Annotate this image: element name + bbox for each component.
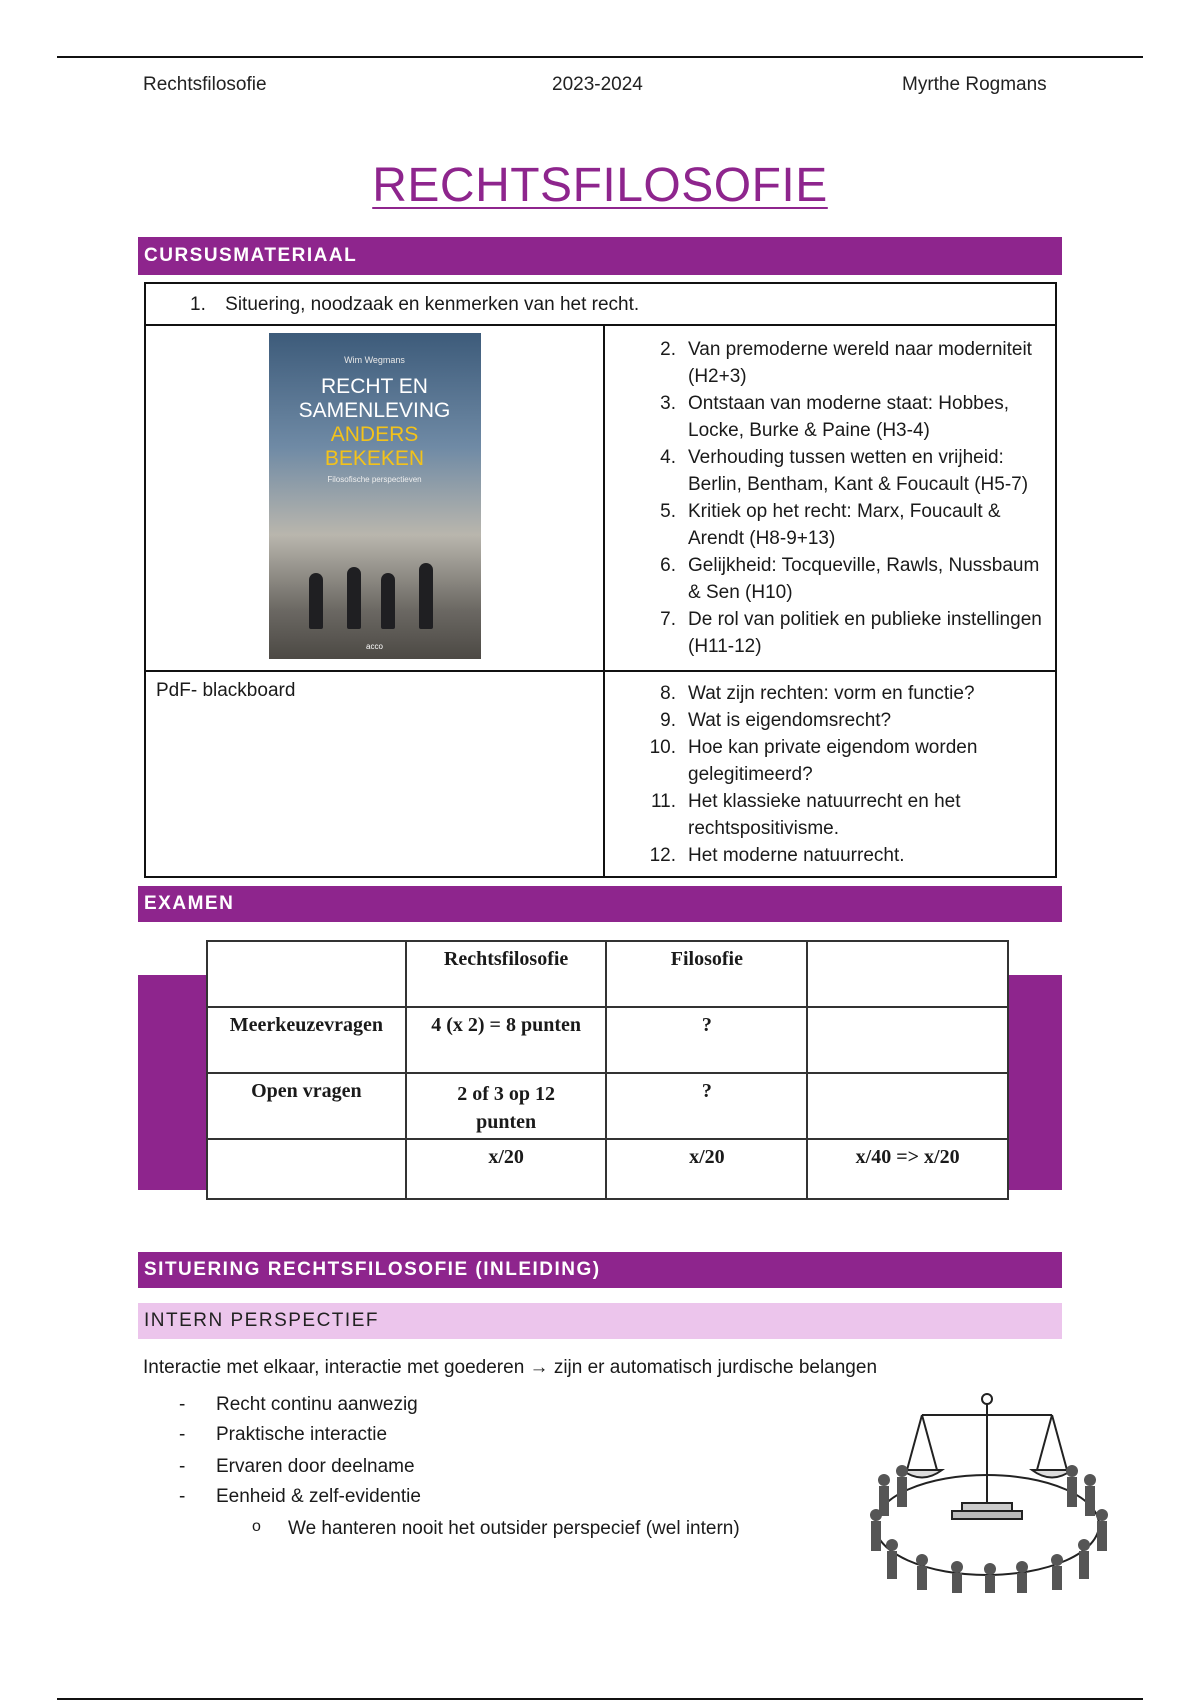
exam-cell: 4 (x 2) = 8 punten: [406, 1007, 607, 1073]
course-material-table: [144, 282, 1057, 878]
chapter-item: [606, 552, 1054, 606]
bullet-marker: -: [179, 1456, 186, 1477]
chapter-number: 2.: [660, 339, 676, 360]
scale-string: [922, 1415, 937, 1470]
chapter-list-book: [606, 336, 1054, 660]
book-title-line-2: SAMENLEVING: [298, 399, 451, 422]
item-1-number: 1.: [190, 294, 206, 315]
chapter-text: Gelijkheid: Tocqueville, Rawls, Nussbaum & Sen (H10): [688, 555, 1040, 603]
chapter-text: Van premoderne wereld naar moderniteit (H2+3): [688, 339, 1032, 387]
chapter-item: [606, 734, 1054, 788]
bullet-item: Recht continu aanwezig: [216, 1394, 418, 1415]
scale-pan-left: [902, 1470, 942, 1478]
exam-header-cell: [207, 941, 406, 1007]
people-group: [870, 1465, 1108, 1593]
bullet-marker: -: [179, 1394, 186, 1415]
exam-header-row: [207, 941, 1008, 1007]
bullet-item: Eenheid & zelf-evidentie: [216, 1486, 421, 1507]
chapter-number: 4.: [660, 447, 676, 468]
intro-line: Interactie met elkaar, interactie met goederen → zijn er automatisch jurdische belangen: [143, 1357, 878, 1378]
chapter-number: 5.: [660, 501, 676, 522]
book-author: Wim Wegmans: [344, 355, 405, 365]
scale-base: [952, 1511, 1022, 1519]
chapter-text: Het moderne natuurrecht.: [688, 845, 905, 866]
scale-string: [907, 1415, 922, 1470]
exam-row: [207, 1139, 1008, 1199]
header-year: 2023-2024: [552, 74, 643, 95]
chapter-item: [606, 336, 1054, 390]
exam-cell: [807, 1073, 1008, 1139]
book-figure: [381, 573, 395, 629]
bullet-marker: -: [179, 1424, 186, 1445]
exam-cell: x/20: [606, 1139, 807, 1199]
bullet-item: Praktische interactie: [216, 1424, 388, 1445]
chapter-item: [606, 498, 1054, 552]
chapter-number: 12.: [649, 845, 676, 866]
chapter-item: [606, 606, 1054, 660]
item-1-text: Situering, noodzaak en kenmerken van het recht.: [225, 294, 640, 315]
exam-row: [207, 1007, 1008, 1073]
chapter-text: Wat is eigendomsrecht?: [688, 710, 892, 731]
chapter-text: Hoe kan private eigendom worden gelegitimeerd?: [688, 737, 978, 785]
section-situering: SITUERING RECHTSFILOSOFIE (INLEIDING): [138, 1252, 1062, 1288]
exam-cell: x/40 => x/20: [807, 1139, 1008, 1199]
chapter-list-pdf: [606, 680, 1054, 869]
justice-scale-illustration: [862, 1385, 1122, 1595]
chapter-text: Het klassieke natuurrecht en het rechtspositivisme.: [688, 791, 961, 839]
sub-bullet-marker: o: [252, 1518, 261, 1535]
chapter-text: Ontstaan van moderne staat: Hobbes, Locke, Burke & Paine (H3-4): [688, 393, 1010, 441]
pdf-blackboard-label: PdF- blackboard: [156, 680, 296, 701]
chapter-item: [606, 444, 1054, 498]
chapter-number: 9.: [660, 710, 676, 731]
bullet-marker: -: [179, 1486, 186, 1507]
exam-cell: [807, 1007, 1008, 1073]
book-subtitle: Filosofische perspectieven: [327, 475, 422, 484]
course-row-1: [145, 283, 1056, 325]
chapter-number: 7.: [660, 609, 676, 630]
exam-cell: [207, 1139, 406, 1199]
chapter-number: 11.: [650, 791, 676, 812]
book-publisher: acco: [366, 642, 383, 651]
chapter-number: 3.: [660, 393, 676, 414]
chapter-number: 10.: [649, 737, 676, 758]
book-cover-image: [269, 333, 481, 659]
book-title-line-1: RECHT EN: [321, 375, 428, 398]
scale-string: [1037, 1415, 1052, 1470]
chapter-item: [606, 842, 1054, 869]
exam-cell: 2 of 3 op 12 punten: [406, 1073, 607, 1139]
exam-cell: ?: [606, 1007, 807, 1073]
book-title-line-3: ANDERS: [330, 423, 419, 446]
exam-row: [207, 1073, 1008, 1139]
scale-top: [982, 1394, 992, 1404]
exam-table: [206, 940, 1009, 1200]
book-figure: [309, 573, 323, 629]
exam-cell: ?: [606, 1073, 807, 1139]
sub-bullet-item: We hanteren nooit het outsider perspecief (wel intern): [288, 1518, 740, 1539]
chapter-item: [606, 390, 1054, 444]
exam-cell: Meerkeuzevragen: [207, 1007, 406, 1073]
chapter-text: De rol van politiek en publieke instellingen (H11-12): [688, 609, 1042, 657]
header-course: Rechtsfilosofie: [143, 74, 267, 95]
bullet-item: Ervaren door deelname: [216, 1456, 415, 1477]
chapter-item: [606, 788, 1054, 842]
chapter-item: [606, 680, 1054, 707]
section-intern-perspectief: INTERN PERSPECTIEF: [138, 1303, 1062, 1339]
chapter-text: Wat zijn rechten: vorm en functie?: [688, 683, 975, 704]
course-row-3: [145, 671, 1056, 877]
scale-base: [962, 1503, 1012, 1511]
top-rule: [57, 56, 1143, 58]
scale-pan-right: [1032, 1470, 1072, 1478]
chapter-text: Verhouding tussen wetten en vrijheid: Berlin, Bentham, Kant & Foucault (H5-7): [688, 447, 1029, 495]
exam-cell: x/20: [406, 1139, 607, 1199]
scale-string: [1052, 1415, 1067, 1470]
exam-cell: Open vragen: [207, 1073, 406, 1139]
book-title-line-4: BEKEKEN: [324, 447, 425, 470]
chapter-number: 6.: [660, 555, 676, 576]
section-exam: EXAMEN: [138, 886, 1062, 922]
chapter-text: Kritiek op het recht: Marx, Foucault & Arendt (H8-9+13): [688, 501, 1001, 549]
book-figure: [419, 563, 433, 629]
section-course-material: CURSUSMATERIAAL: [138, 237, 1062, 275]
exam-header-cell: [807, 941, 1008, 1007]
header-author: Myrthe Rogmans: [902, 74, 1047, 95]
exam-header-cell: Filosofie: [606, 941, 807, 1007]
chapter-item: [606, 707, 1054, 734]
page-title: RECHTSFILOSOFIE: [372, 159, 828, 212]
chapter-number: 8.: [660, 683, 676, 704]
exam-header-cell: Rechtsfilosofie: [406, 941, 607, 1007]
book-figure: [347, 567, 361, 629]
course-row-2: [145, 325, 1056, 671]
